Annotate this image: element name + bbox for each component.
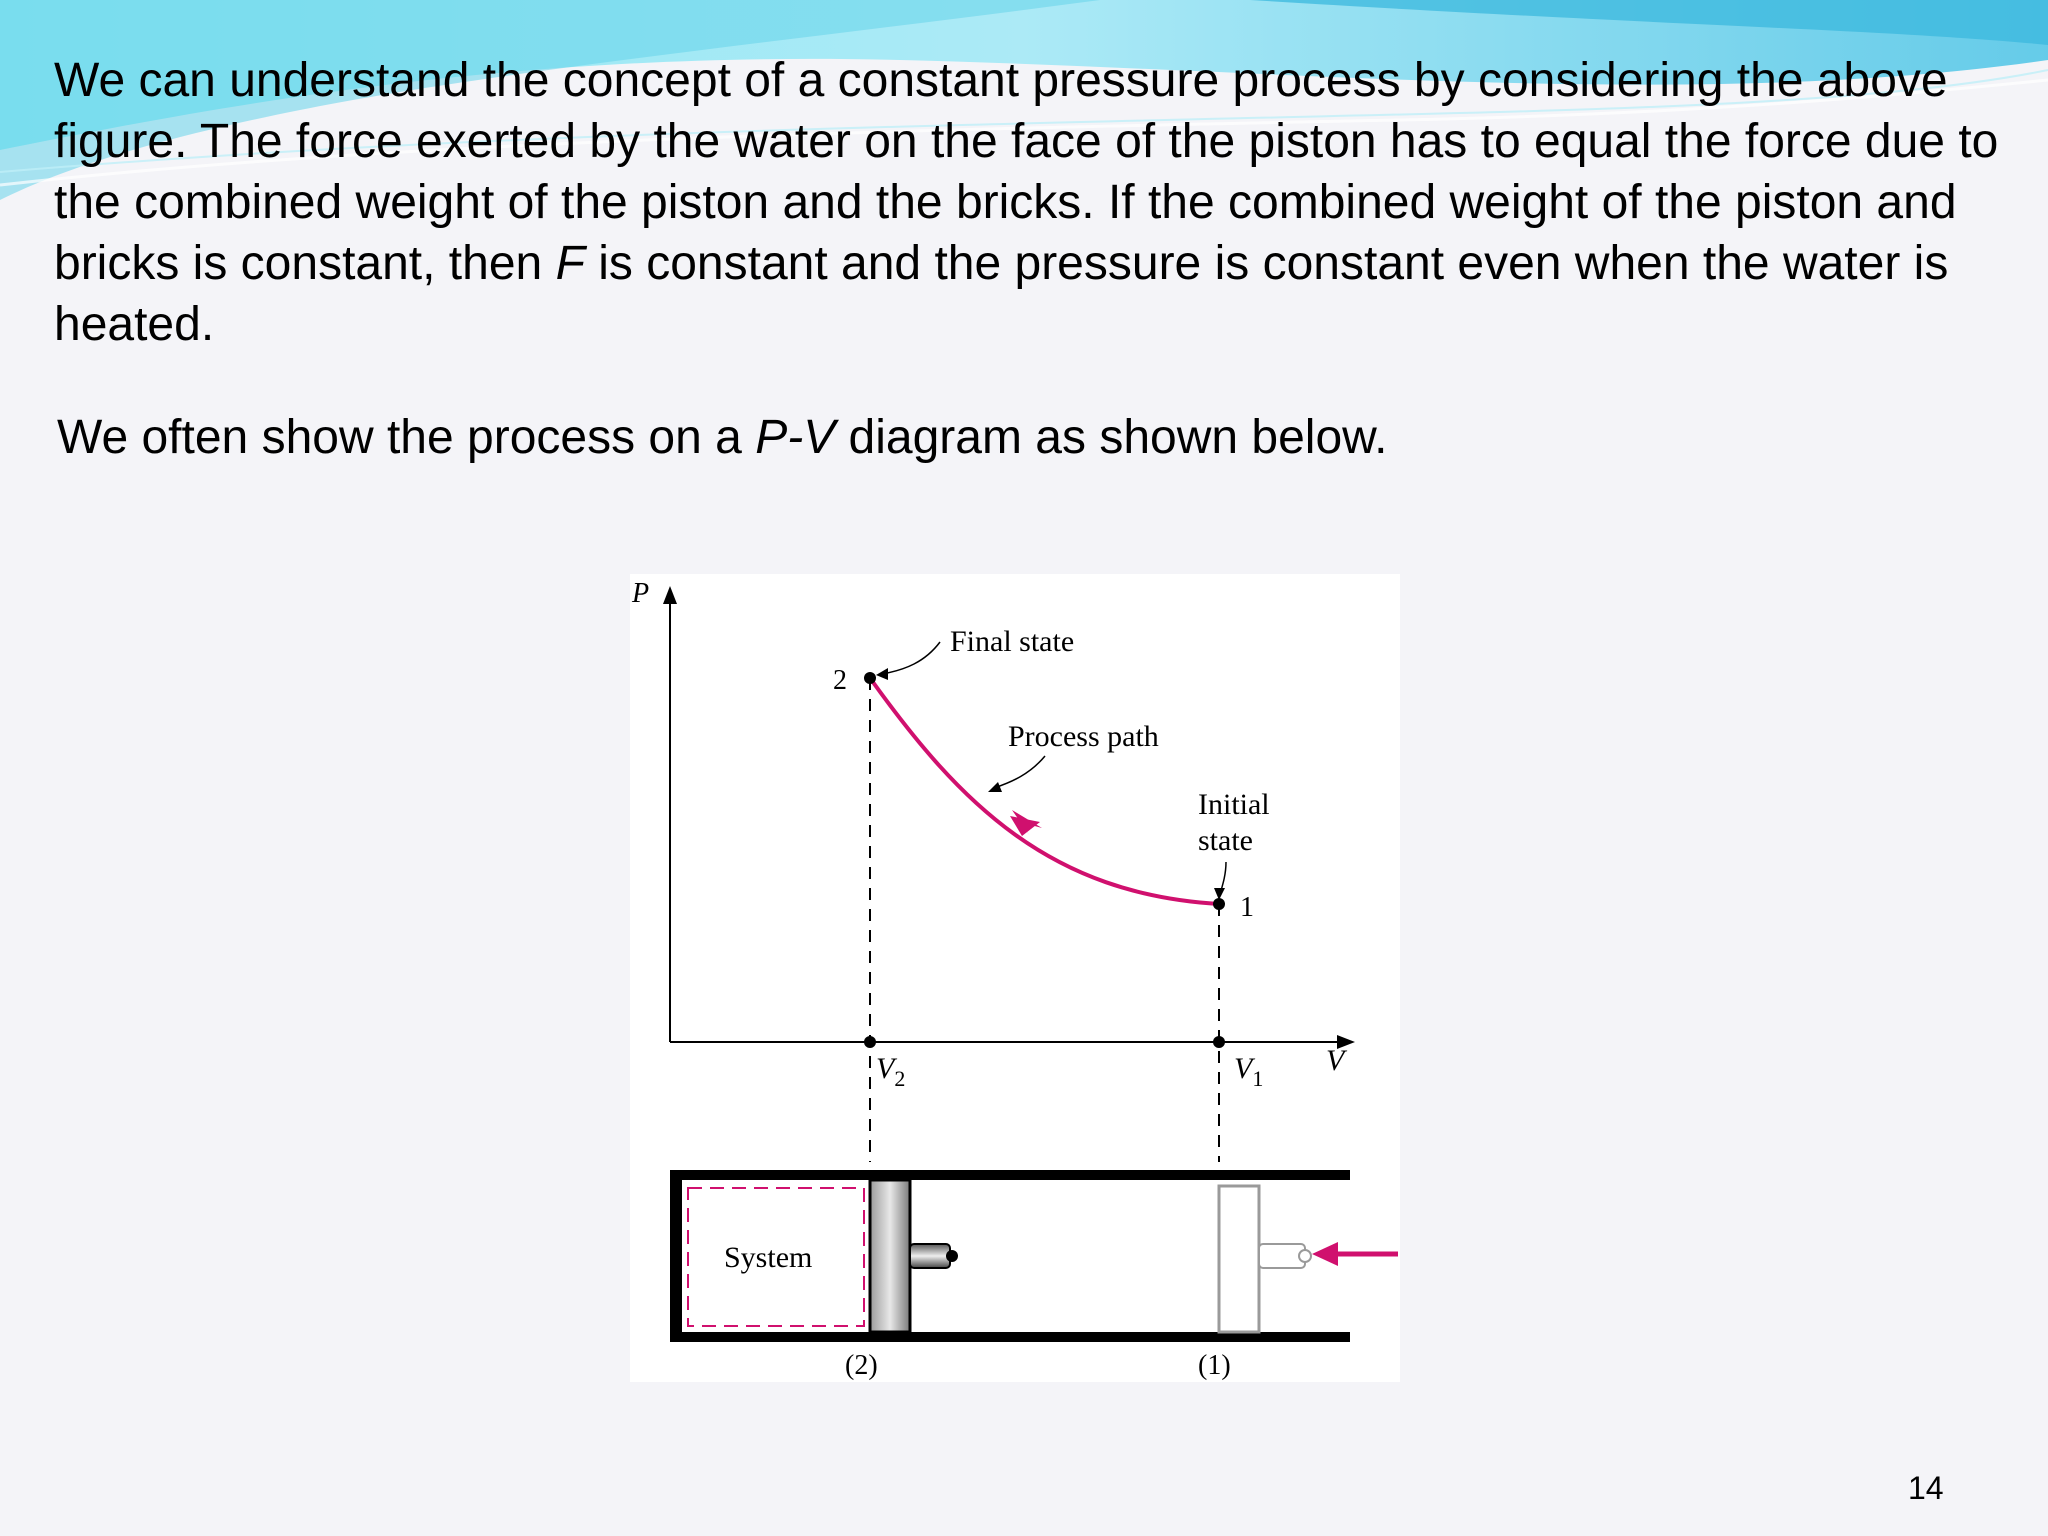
process-path-label: Process path xyxy=(1008,720,1159,753)
p-axis-label: P xyxy=(632,578,650,609)
para2-text-pv: P-V xyxy=(755,411,836,464)
piston-rod-2-tip xyxy=(946,1250,958,1262)
final-state-leader-arrowhead xyxy=(876,668,888,680)
v2-point xyxy=(864,1036,876,1048)
page-number: 14 xyxy=(1908,1470,1944,1506)
initial-state-line2: state xyxy=(1198,824,1253,857)
v2-subscript: 2 xyxy=(894,1066,906,1091)
process-path-leader xyxy=(994,756,1045,788)
v1-letter: V xyxy=(1234,1052,1253,1085)
piston-rod-1-tip xyxy=(1299,1250,1311,1262)
process-path-leader-arrowhead xyxy=(988,782,1002,792)
final-state-label: Final state xyxy=(950,625,1075,658)
para2-text-a: We often show the process on a xyxy=(57,411,756,464)
position-1-label: (1) xyxy=(1198,1350,1231,1381)
para1-text-a: We can understand the concept of a constant pressure process by considering the above figure. The force exerted by the water on the face of the piston has to equal the force due to the combined weight of the piston and the bricks. If the combined weight of the piston and bricks is constant, then xyxy=(54,54,1999,290)
initial-state-leader-arrowhead xyxy=(1214,888,1225,900)
system-label: System xyxy=(724,1241,813,1274)
v1-subscript: 1 xyxy=(1252,1066,1264,1091)
push-arrow-head xyxy=(1312,1242,1338,1266)
para2-text-b: diagram as shown below. xyxy=(835,411,1388,464)
position-2-label: (2) xyxy=(845,1350,878,1381)
v2-label xyxy=(876,1052,905,1091)
final-state-leader xyxy=(882,642,940,674)
state-2-label: 2 xyxy=(833,665,847,696)
pv-diagram-svg xyxy=(630,574,1400,1382)
pv-diagram-figure xyxy=(630,574,1400,1382)
v1-label xyxy=(1234,1052,1263,1091)
v1-point xyxy=(1213,1036,1225,1048)
piston-position-1 xyxy=(1219,1186,1259,1332)
para1-text-b: is constant and the pressure is constant even when the water is heated. xyxy=(54,237,1949,351)
piston-rod-2 xyxy=(910,1244,950,1268)
v2-letter: V xyxy=(876,1052,895,1085)
state-1-label: 1 xyxy=(1240,892,1254,923)
v-axis-label: V xyxy=(1326,1044,1345,1077)
process-path-curve xyxy=(870,678,1219,904)
paragraph-constant-pressure xyxy=(54,50,2014,355)
p-axis-arrowhead xyxy=(663,586,677,604)
initial-state-line1: Initial xyxy=(1198,788,1270,821)
piston-position-2 xyxy=(870,1180,910,1332)
state-2-point xyxy=(864,672,876,684)
paragraph-pv-diagram xyxy=(57,407,1957,468)
cylinder-top-wall xyxy=(670,1170,1350,1180)
cylinder-end-wall xyxy=(670,1170,682,1342)
para1-text-f: F xyxy=(555,237,585,290)
